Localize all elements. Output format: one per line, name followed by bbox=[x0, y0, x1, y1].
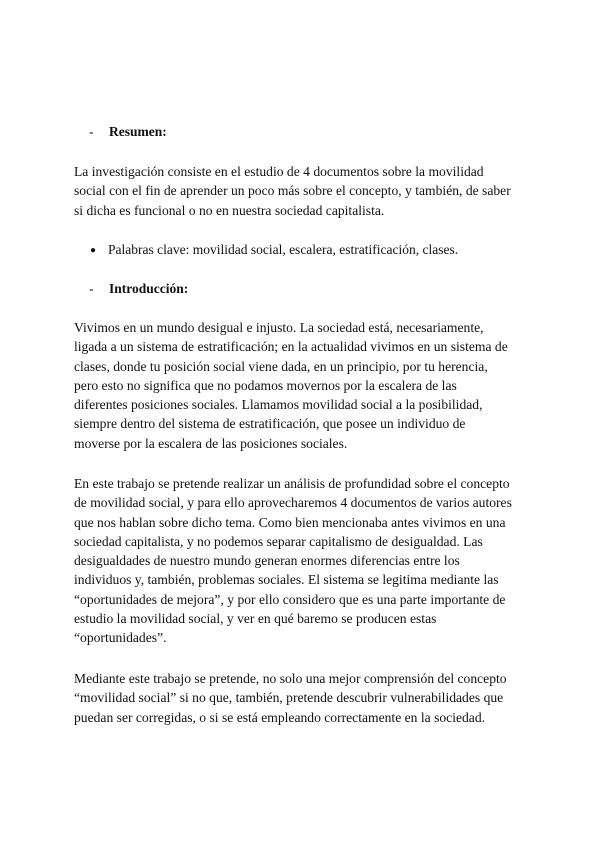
text-line: pero esto no significa que no podamos movernos por la escalera de las bbox=[74, 377, 457, 393]
intro-heading bbox=[89, 279, 188, 298]
bullet-marker: ● bbox=[90, 245, 97, 256]
text-line: sociedad capitalista, y no podemos separar capitalismo de desigualdad. Las bbox=[74, 533, 483, 549]
text-line: “oportunidades”. bbox=[74, 630, 167, 646]
keywords-text: Palabras clave: movilidad social, escalera, estratificación, clases. bbox=[108, 242, 459, 257]
text-line: puedan ser corregidas, o si se está empleando correctamente en la sociedad. bbox=[74, 709, 486, 725]
intro-paragraph-1 bbox=[74, 318, 534, 453]
keywords-item bbox=[90, 240, 458, 260]
text-line: que nos hablan sobre dicho tema. Como bien mencionaba antes vivimos en una bbox=[74, 514, 506, 530]
text-line: individuos y, también, problemas sociales. El sistema se legitima mediante las bbox=[74, 572, 499, 588]
text-line: clases, donde tu posición social viene dada, en un principio, por tu herencia, bbox=[74, 358, 488, 374]
text-line: Vivimos en un mundo desigual e injusto. La sociedad está, necesariamente, bbox=[74, 320, 484, 335]
text-line: estudio la movilidad social, y ver en qué baremo se producen estas bbox=[74, 611, 437, 627]
text-line: social con el fin de aprender un poco más sobre el concepto, y también, de saber bbox=[74, 183, 511, 199]
resumen-heading-text: Resumen: bbox=[109, 124, 167, 139]
text-line: moverse por la escalera de las posiciones sociales. bbox=[74, 435, 348, 451]
intro-paragraph-3 bbox=[74, 669, 534, 727]
text-line: En este trabajo se pretende realizar un análisis de profundidad sobre el concepto bbox=[74, 476, 510, 491]
text-line: si dicha es funcional o no en nuestra sociedad capitalista. bbox=[74, 202, 385, 218]
text-line: “movilidad social” si no que, también, pretende descubrir vulnerabilidades que bbox=[74, 690, 504, 706]
dash-marker: - bbox=[89, 281, 94, 296]
intro-heading-text: Introducción: bbox=[109, 281, 189, 296]
text-line: “oportunidades de mejora”, y por ello considero que es una parte importante de bbox=[74, 591, 506, 607]
text-line: Mediante este trabajo se pretende, no solo una mejor comprensión del concepto bbox=[74, 671, 507, 686]
text-line: La investigación consiste en el estudio de 4 documentos sobre la movilidad bbox=[74, 164, 484, 179]
resumen-paragraph bbox=[74, 162, 534, 220]
text-line: de movilidad social, y para ello aprovecharemos 4 documentos de varios autores bbox=[74, 495, 512, 511]
text-line: desigualdades de nuestro mundo generan enormes diferencias entre los bbox=[74, 553, 460, 569]
text-line: ligada a un sistema de estratificación; en la actualidad vivimos en un sistema de bbox=[74, 339, 508, 355]
intro-paragraph-2 bbox=[74, 474, 534, 648]
text-line: diferentes posiciones sociales. Llamamos movilidad social a la posibilidad, bbox=[74, 397, 483, 413]
dash-marker: - bbox=[89, 124, 94, 139]
text-line: siempre dentro del sistema de estratificación, que posee un individuo de bbox=[74, 416, 466, 432]
resumen-heading bbox=[89, 122, 167, 141]
